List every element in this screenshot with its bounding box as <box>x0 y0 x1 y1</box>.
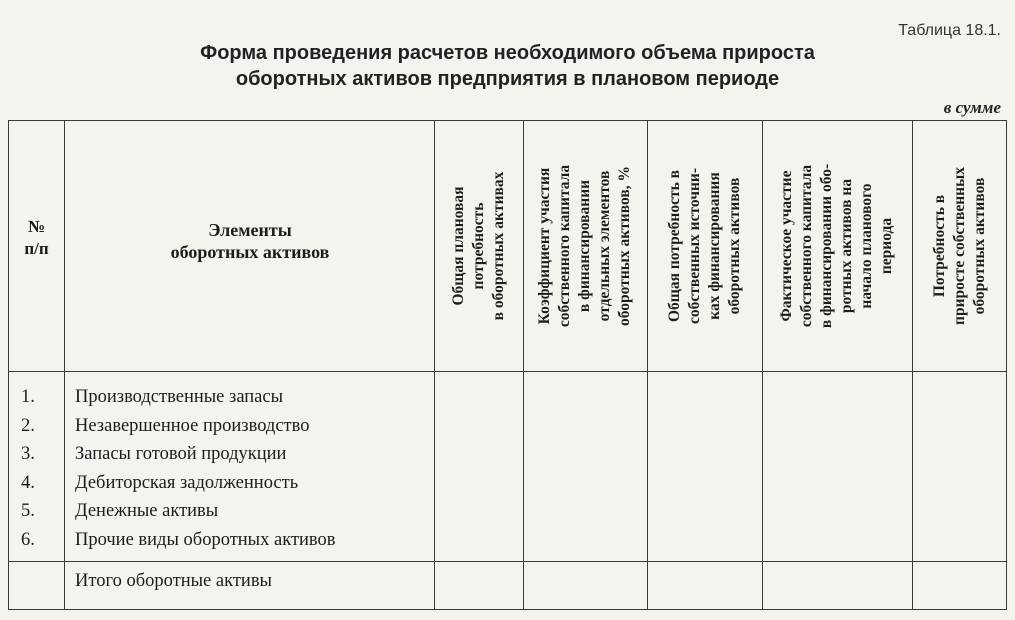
header-col-2-text: Коэффициент участия собственного капитала в финансировании отдельных элементов оборотных активов, % <box>536 164 633 328</box>
row-label: Прочие виды оборотных активов <box>75 529 336 550</box>
table-row <box>9 440 439 469</box>
header-col-4-text: Фактическое участие собственного капитала в финансировании обо- ротных активов на начало планового периода <box>778 163 895 329</box>
table-row <box>9 412 439 441</box>
table-number: Таблица 18.1. <box>898 22 1001 39</box>
total-divider <box>9 561 1006 562</box>
row-number: 6. <box>21 529 35 550</box>
header-col-1 <box>434 121 523 371</box>
header-divider <box>9 371 1006 372</box>
row-label: Производственные запасы <box>75 387 284 407</box>
header-col-4 <box>762 121 912 371</box>
header-col-5 <box>912 121 1008 371</box>
header-elements: Элементы оборотных активов <box>170 220 330 262</box>
row-number: 1. <box>21 387 35 407</box>
header-col-5-text: Потребность в приросте собственных оборотных активов <box>931 167 988 325</box>
table-row <box>9 469 439 498</box>
title-line-2: оборотных активов предприятия в плановом периоде <box>235 68 780 90</box>
table-body <box>9 383 439 554</box>
header-col-3-text: Общая потребность в собственных источни- ках финансирования оборотных активов <box>665 167 743 325</box>
header-col-1-text: Общая плановая потребность в оборотных активах <box>449 171 507 321</box>
title-line-1: Форма проведения расчетов необходимого объема прироста <box>200 42 815 64</box>
row-number: 2. <box>21 415 35 436</box>
table-row <box>9 383 439 412</box>
row-label: Дебиторская задолженность <box>75 472 299 493</box>
table-row <box>9 497 439 526</box>
header-col-2 <box>523 121 647 371</box>
row-number: 5. <box>21 501 35 521</box>
calculation-table <box>8 120 1007 610</box>
header-col-3 <box>647 121 762 371</box>
table-row <box>9 526 439 555</box>
row-number: 4. <box>21 472 35 493</box>
row-label: Незавершенное производство <box>75 415 310 436</box>
row-number: 3. <box>21 444 35 464</box>
header-number: № п/п <box>24 217 49 258</box>
row-label: Запасы готовой продукции <box>75 444 287 464</box>
unit-note: в сумме <box>943 98 1001 117</box>
total-row-label: Итого оборотные активы <box>75 571 272 591</box>
row-label: Денежные активы <box>75 501 219 521</box>
page-title <box>0 40 1015 92</box>
